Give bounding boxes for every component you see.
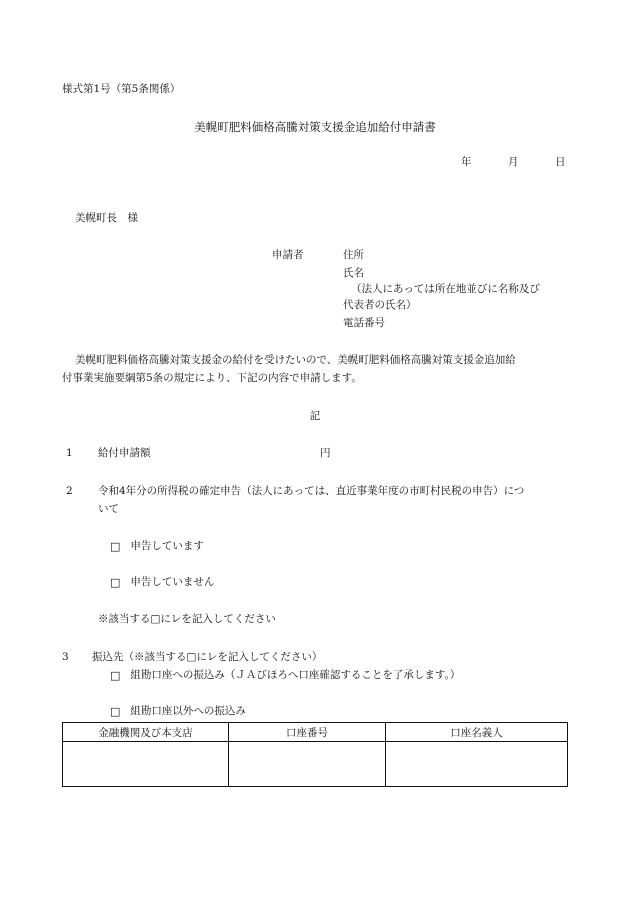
item1-label: 給付申請額: [98, 447, 151, 459]
checkbox-icon[interactable]: □: [110, 540, 121, 553]
item1-unit: 円: [320, 447, 331, 459]
page-title: 美幌町肥料価格高騰対策支援金追加給付申請書: [194, 120, 436, 134]
bank-branch-cell[interactable]: [63, 742, 229, 787]
item3-option-kumikan[interactable]: [110, 668, 460, 684]
header-account-number: 口座番号: [229, 723, 386, 742]
applicant-address-label: 住所: [343, 249, 364, 261]
date-year: 年: [461, 156, 472, 168]
item3-number: 3: [62, 651, 69, 663]
header-account-holder: 口座名義人: [386, 723, 568, 742]
checkbox-icon[interactable]: □: [110, 705, 121, 718]
header-bank-branch: 金融機関及び本支店: [63, 723, 229, 742]
applicant-corp-note-2: 代表者の氏名）: [343, 299, 417, 311]
table-header-row: [63, 723, 568, 742]
item2-option-not-declared-label: 申告していません: [130, 576, 215, 589]
item2-option-declared-label: 申告しています: [130, 540, 204, 553]
checkbox-icon[interactable]: □: [110, 576, 121, 589]
body-text-line-1: 美幌町肥料価格高騰対策支援金の給付を受けたいので、美幌町肥料価格高騰対策支援金追加給: [75, 354, 516, 366]
item1-number: 1: [66, 447, 73, 459]
item2-text-line-2: いて: [98, 503, 119, 515]
item2-option-declared[interactable]: [110, 539, 204, 555]
item3-option-kumikan-label: 組勘口座への振込み（ＪＡびほろへ口座確認することを了承します。）: [130, 669, 461, 682]
form-number: 様式第1号（第5条関係）: [62, 83, 181, 95]
applicant-corp-note-1: （法人にあっては所在地並びに名称及び: [351, 283, 540, 295]
item2-note: ※該当する□にレを記入してください: [98, 613, 276, 625]
item3-option-other[interactable]: [110, 704, 246, 720]
item2-option-not-declared[interactable]: [110, 575, 214, 591]
ki-heading: 記: [309, 410, 321, 422]
body-text-line-2: 付事業実施要綱第5条の規定により、下記の内容で申請します。: [62, 372, 362, 384]
bank-account-table: [62, 722, 568, 787]
item3-option-other-label: 組勘口座以外への振込み: [130, 705, 246, 718]
checkbox-icon[interactable]: □: [110, 669, 121, 682]
date-day: 日: [555, 156, 566, 168]
item2-number: 2: [66, 485, 73, 497]
addressee: 美幌町長 様: [75, 212, 138, 224]
applicant-name-label: 氏名: [343, 267, 364, 279]
applicant-phone-label: 電話番号: [343, 317, 385, 329]
date-month: 月: [508, 156, 519, 168]
account-number-cell[interactable]: [229, 742, 386, 787]
table-row: [63, 742, 568, 787]
applicant-label: 申請者: [272, 249, 304, 261]
item3-label: 振込先（※該当する□にレを記入してください）: [92, 651, 323, 663]
account-holder-cell[interactable]: [386, 742, 568, 787]
item2-text-line-1: 令和4年分の所得税の確定申告（法人にあっては、直近事業年度の市町村民税の申告）につ: [98, 485, 525, 497]
